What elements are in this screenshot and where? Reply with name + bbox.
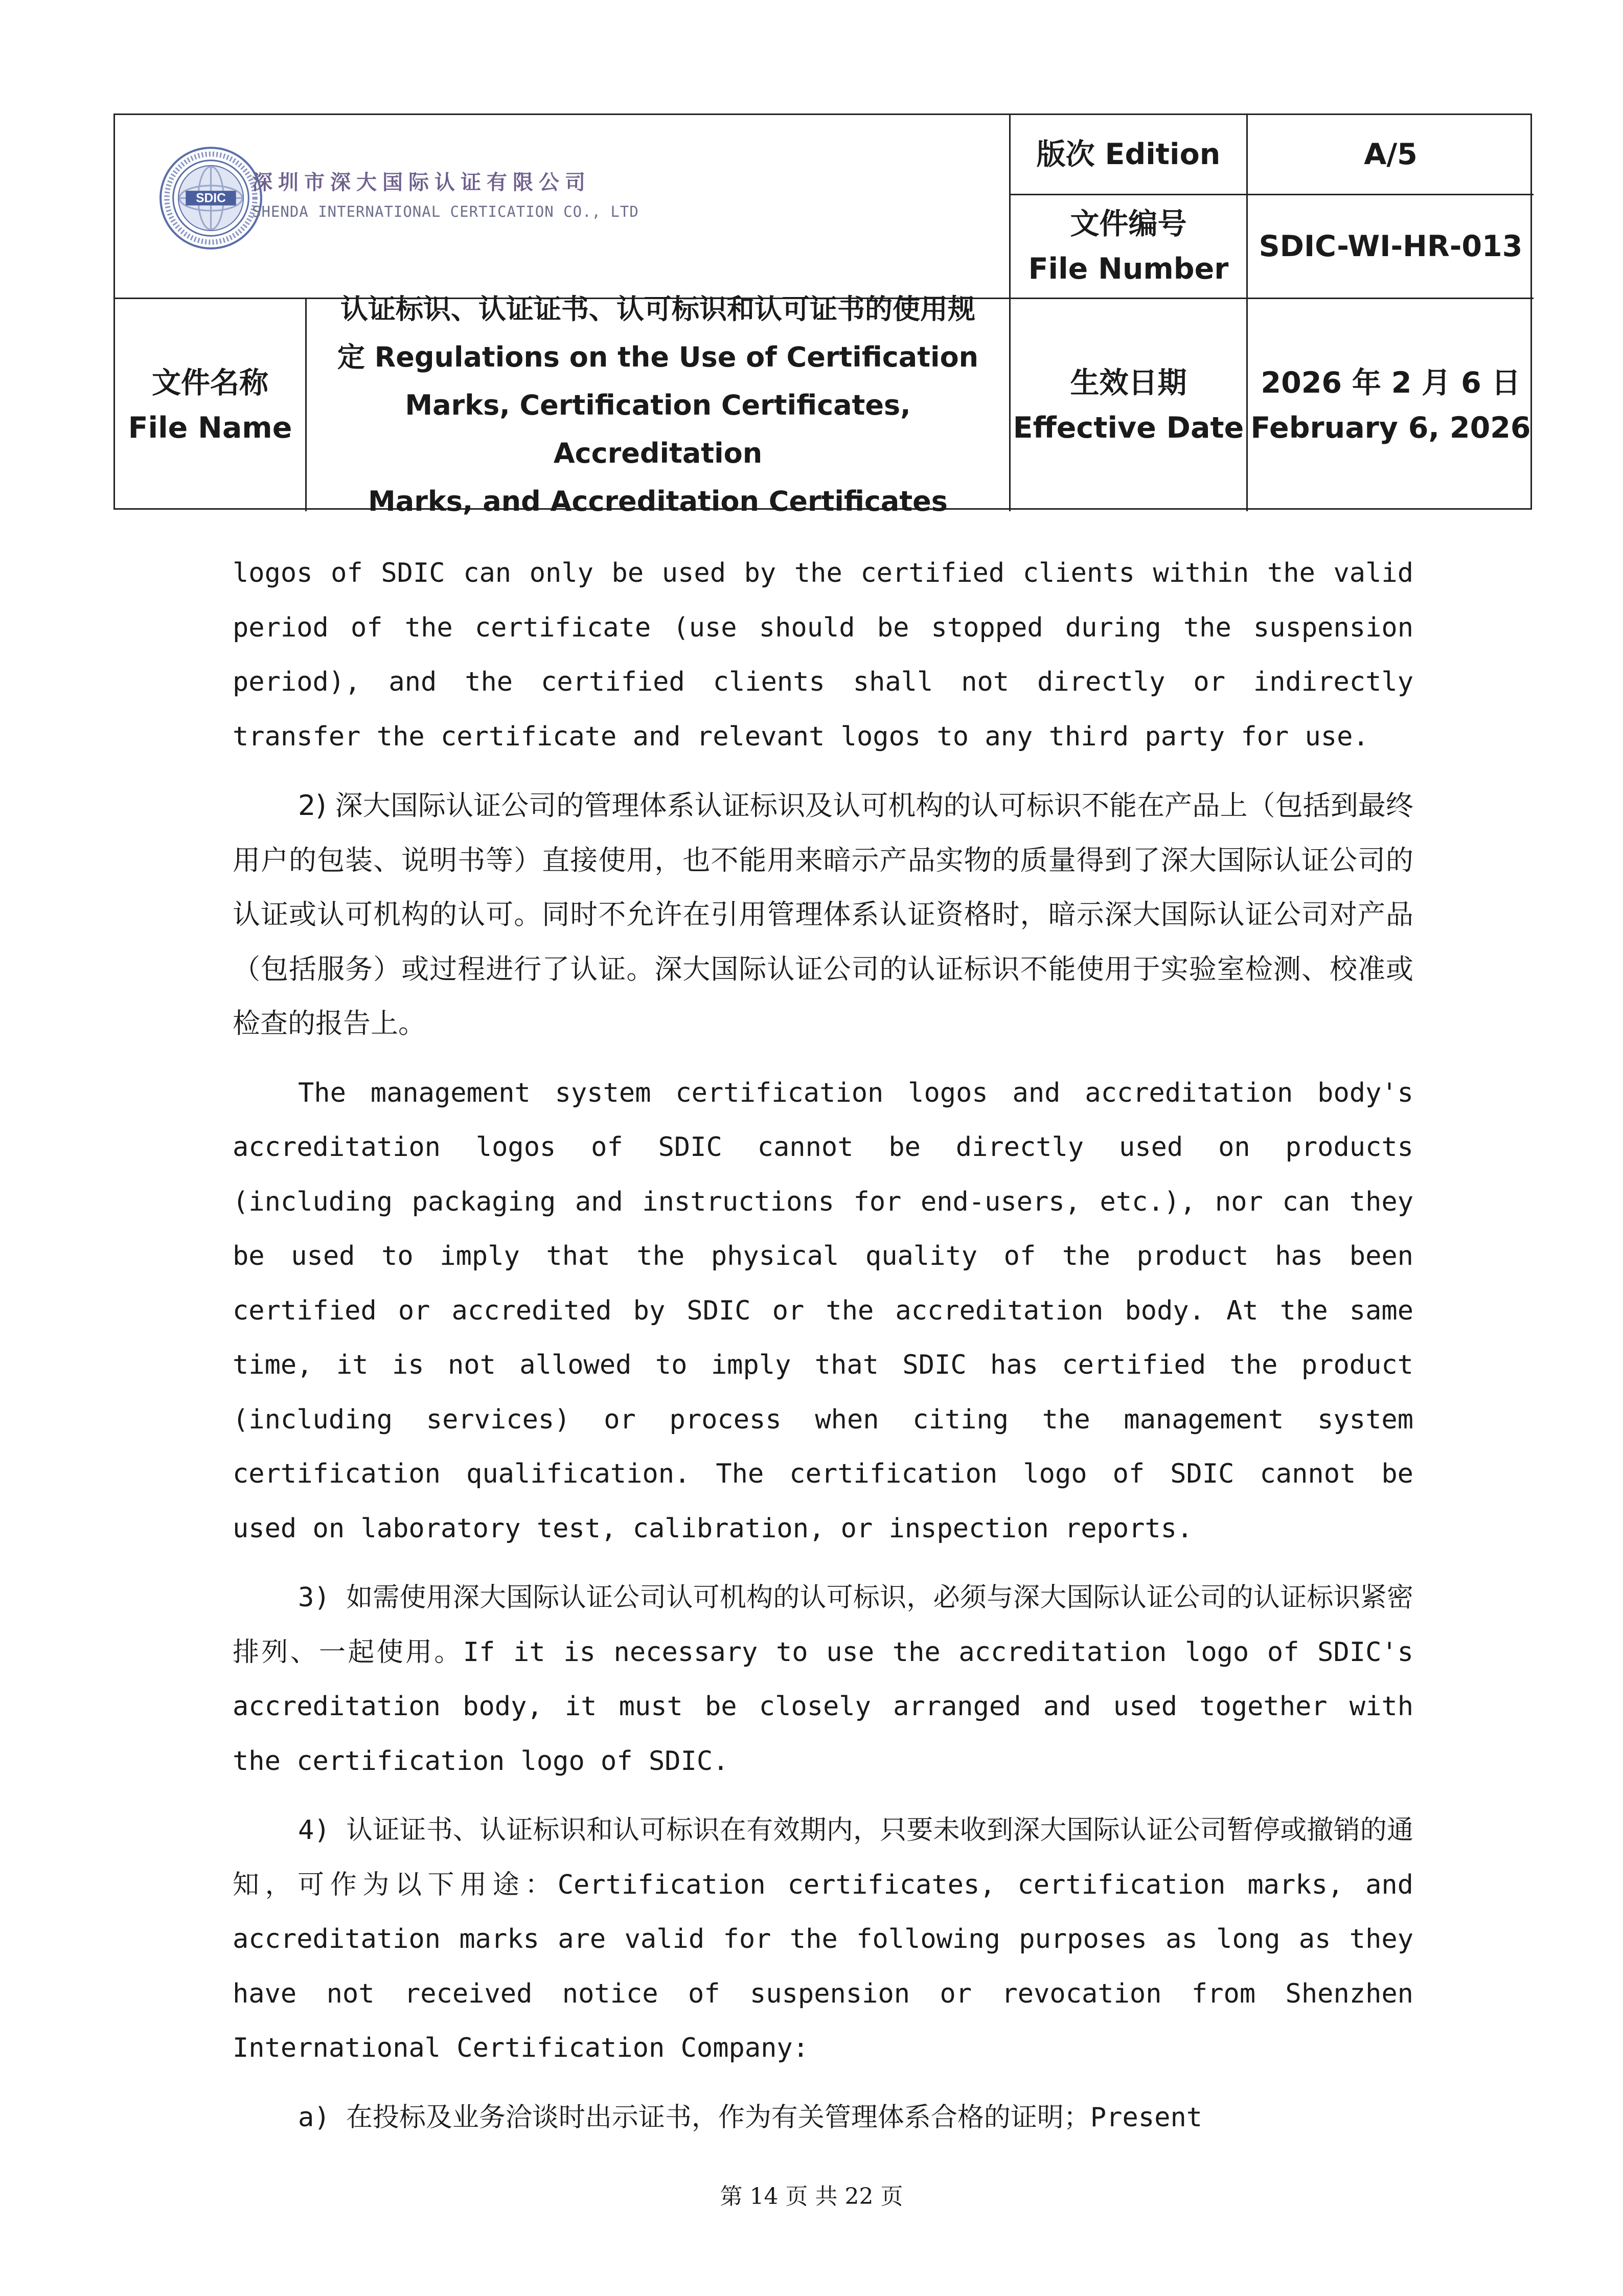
effective-date-value xyxy=(1248,299,1534,511)
edition-value xyxy=(1248,115,1534,194)
effective-date-label xyxy=(1011,299,1246,511)
logo-text: SDIC xyxy=(196,191,226,206)
sdic-seal-logo xyxy=(158,146,263,251)
effective-date-value-en: February 6, 2026 xyxy=(1250,411,1531,445)
body-paragraph: 4) 认证证书、认证标识和认可标识在有效期内，只要未收到深大国际认证公司暂停或撤销的通知，可作为以下用途：Certification certificates, certification marks, and accreditation marks are valid for the following purposes as long as they have not received notice of suspension or revocation from Shenzhen International Certification Company: xyxy=(233,1815,1413,2063)
file-number-label-en: File Number xyxy=(1028,252,1229,286)
document-header-table xyxy=(113,113,1532,517)
file-name-line: 定 Regulations on the Use of Certification xyxy=(337,340,979,373)
body-paragraph: a) 在投标及业务洽谈时出示证书，作为有关管理体系合格的证明；Present xyxy=(298,2102,1203,2133)
file-number-label-cn: 文件编号 xyxy=(1070,207,1187,241)
document-body xyxy=(233,546,1413,2159)
file-name-label xyxy=(115,299,305,511)
edition-label xyxy=(1011,115,1246,194)
file-number-value-text: SDIC-WI-HR-013 xyxy=(1259,230,1523,263)
file-name-line: Marks, and Accreditation Certificates xyxy=(368,485,948,517)
file-name-value xyxy=(307,292,1009,517)
company-name-cn: 深圳市深大国际认证有限公司 xyxy=(252,170,591,194)
page-number-footer: 第 14 页 共 22 页 xyxy=(720,2184,903,2210)
body-paragraph: 2) 深大国际认证公司的管理体系认证标识及认可机构的认可标识不能在产品上（包括到最终用户的包装、说明书等）直接使用，也不能用来暗示产品实物的质量得到了深大国际认证公司的认证或认可机构的认可。同时不允许在引用管理体系认证资格时，暗示深大国际认证公司对产品（包括服务）或过程进行了认证。深大国际认证公司的认证标识不能使用于实验室检测、校准或检查的报告上。 xyxy=(233,789,1413,1039)
body-paragraph: 3) 如需使用深大国际认证公司认可机构的认可标识，必须与深大国际认证公司的认证标识紧密排列、一起使用。If it is necessary to use the accreditation logo of SDIC's accreditation body, it must be closely arranged and used together with the certification logo of SDIC. xyxy=(233,1582,1413,1777)
body-paragraph: The management system certification logos and accreditation body's accreditation logos of SDIC cannot be directly used on products (including packaging and instructions for end-users, etc.), nor can they be used to imply that the physical quality of the product has been certified or accredited by SDIC or the accreditation body. At the same time, it is not allowed to imply that SDIC has certified the product (including services) or process when citing the management system certification qualification. The certification logo of SDIC cannot be used on laboratory test, calibration, or inspection reports. xyxy=(233,1077,1413,1544)
file-name-line: Marks, Certification Certificates, Accreditation xyxy=(405,389,911,469)
file-name-line: 认证标识、认证证书、认可标识和认可证书的使用规 xyxy=(340,292,975,325)
company-name-en: SHENDA INTERNATIONAL CERTICATION CO., LTD xyxy=(252,203,639,220)
effective-date-value-cn: 2026 年 2 月 6 日 xyxy=(1261,366,1521,400)
company-logo-cell xyxy=(115,115,1009,298)
file-number-label xyxy=(1011,195,1246,298)
body-paragraph: logos of SDIC can only be used by the certified clients within the valid period of the certificate (use should be stopped during the suspension period), and the certified clients shall not directly or indirectly transfer the certificate and relevant logos to any third party for use. xyxy=(233,558,1413,752)
effective-date-label-en: Effective Date xyxy=(1013,411,1244,445)
file-number-value xyxy=(1248,195,1534,298)
effective-date-label-cn: 生效日期 xyxy=(1070,366,1187,400)
file-name-label-cn: 文件名称 xyxy=(152,366,268,400)
edition-value-text: A/5 xyxy=(1364,138,1418,171)
file-name-label-en: File Name xyxy=(128,411,292,445)
edition-label-text: 版次 Edition xyxy=(1036,138,1221,171)
